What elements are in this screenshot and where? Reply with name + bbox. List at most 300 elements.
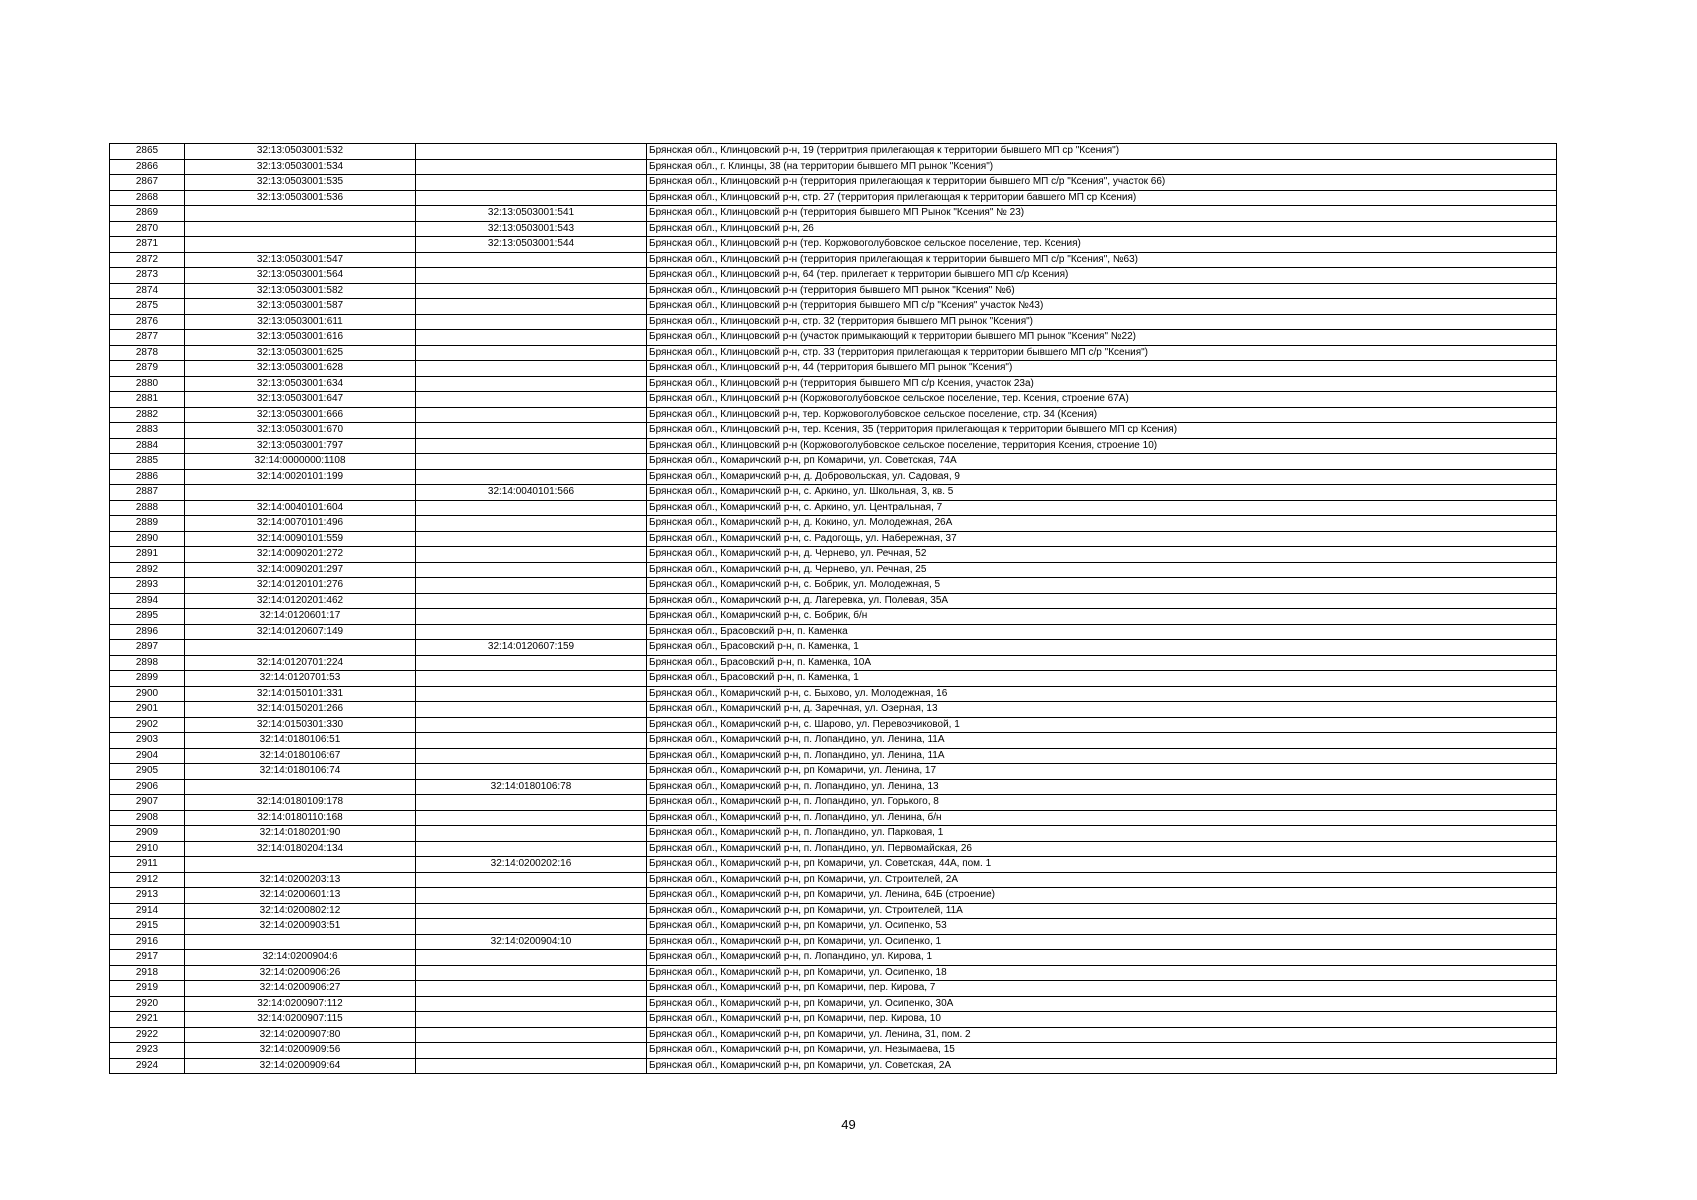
row-number: 2865 xyxy=(110,144,185,160)
row-number: 2880 xyxy=(110,376,185,392)
address: Брянская обл., Клинцовский р-н, 19 (территрия прилегающая к территории бывшего МП ср "Ксения") xyxy=(647,144,1557,160)
address: Брянская обл., Комаричский р-н, д. Чернево, ул. Речная, 25 xyxy=(647,562,1557,578)
row-number: 2886 xyxy=(110,469,185,485)
address: Брянская обл., Клинцовский р-н (Коржовоголубовское сельское поселение, тер. Ксения, строение 67А) xyxy=(647,392,1557,408)
cadastral-number: 32:14:0180106:51 xyxy=(185,733,416,749)
table-row xyxy=(110,407,1557,423)
row-number: 2897 xyxy=(110,640,185,656)
row-number: 2913 xyxy=(110,888,185,904)
cadastral-number-alt xyxy=(416,624,647,640)
address: Брянская обл., Комаричский р-н, п. Лопандино, ул. Парковая, 1 xyxy=(647,826,1557,842)
cadastral-number-alt xyxy=(416,469,647,485)
address: Брянская обл., Клинцовский р-н, 44 (территория бывшего МП рынок "Ксения") xyxy=(647,361,1557,377)
cadastral-number-alt xyxy=(416,841,647,857)
row-number: 2909 xyxy=(110,826,185,842)
cadastral-number-alt xyxy=(416,671,647,687)
cadastral-number-alt xyxy=(416,810,647,826)
cadastral-number xyxy=(185,237,416,253)
cadastral-number xyxy=(185,485,416,501)
row-number: 2924 xyxy=(110,1058,185,1074)
cadastral-number: 32:13:0503001:536 xyxy=(185,190,416,206)
row-number: 2872 xyxy=(110,252,185,268)
cadastral-number: 32:13:0503001:670 xyxy=(185,423,416,439)
row-number: 2885 xyxy=(110,454,185,470)
row-number: 2874 xyxy=(110,283,185,299)
table-row xyxy=(110,841,1557,857)
row-number: 2915 xyxy=(110,919,185,935)
row-number: 2878 xyxy=(110,345,185,361)
address: Брянская обл., Брасовский р-н, п. Каменка, 10А xyxy=(647,655,1557,671)
table-row xyxy=(110,981,1557,997)
cadastral-number-alt xyxy=(416,314,647,330)
row-number: 2903 xyxy=(110,733,185,749)
row-number: 2875 xyxy=(110,299,185,315)
cadastral-number: 32:14:0020101:199 xyxy=(185,469,416,485)
cadastral-number-alt: 32:14:0200202:16 xyxy=(416,857,647,873)
cadastral-number-alt xyxy=(416,252,647,268)
table-row xyxy=(110,547,1557,563)
table-row xyxy=(110,702,1557,718)
cadastral-number: 32:14:0200802:12 xyxy=(185,903,416,919)
address: Брянская обл., Клинцовский р-н (территория бывшего МП с/р "Ксения" участок №43) xyxy=(647,299,1557,315)
cadastral-number-alt xyxy=(416,159,647,175)
cadastral-number-alt xyxy=(416,516,647,532)
row-number: 2914 xyxy=(110,903,185,919)
table-row xyxy=(110,857,1557,873)
address: Брянская обл., Комаричский р-н, рп Комаричи, ул. Осипенко, 1 xyxy=(647,934,1557,950)
cadastral-number-alt xyxy=(416,717,647,733)
row-number: 2869 xyxy=(110,206,185,222)
cadastral-number-alt: 32:14:0040101:566 xyxy=(416,485,647,501)
address: Брянская обл., Комаричский р-н, рп Комаричи, ул. Строителей, 2А xyxy=(647,872,1557,888)
row-number: 2922 xyxy=(110,1027,185,1043)
row-number: 2879 xyxy=(110,361,185,377)
row-number: 2902 xyxy=(110,717,185,733)
table-row xyxy=(110,903,1557,919)
address: Брянская обл., Клинцовский р-н, тер. Коржовоголубовское сельское поселение, стр. 34 (Ксения) xyxy=(647,407,1557,423)
row-number: 2908 xyxy=(110,810,185,826)
address: Брянская обл., Клинцовский р-н (участок примыкающий к территории бывшего МП рынок "Ксения" №22) xyxy=(647,330,1557,346)
table-row xyxy=(110,686,1557,702)
table-row xyxy=(110,593,1557,609)
table-row xyxy=(110,175,1557,191)
cadastral-number xyxy=(185,934,416,950)
cadastral-number-alt xyxy=(416,826,647,842)
table-row xyxy=(110,299,1557,315)
row-number: 2906 xyxy=(110,779,185,795)
address: Брянская обл., Комаричский р-н, п. Лопандино, ул. Ленина, б/н xyxy=(647,810,1557,826)
row-number: 2919 xyxy=(110,981,185,997)
table-row xyxy=(110,779,1557,795)
cadastral-number-alt xyxy=(416,655,647,671)
table-row xyxy=(110,748,1557,764)
address: Брянская обл., Клинцовский р-н (территория прилегающая к территории бывшего МП с/р "Ксения", участок 66) xyxy=(647,175,1557,191)
row-number: 2890 xyxy=(110,531,185,547)
address: Брянская обл., Клинцовский р-н (территория бывшего МП с/р Ксения, участок 23а) xyxy=(647,376,1557,392)
cadastral-number-alt xyxy=(416,1043,647,1059)
address: Брянская обл., Клинцовский р-н, стр. 27 (территория прилегающая к территории бавшего МП ср Ксения) xyxy=(647,190,1557,206)
cadastral-number xyxy=(185,857,416,873)
address: Брянская обл., Комаричский р-н, рп Комаричи, ул. Советская, 74А xyxy=(647,454,1557,470)
table-row xyxy=(110,717,1557,733)
cadastral-number-alt xyxy=(416,330,647,346)
address: Брянская обл., Комаричский р-н, п. Лопандино, ул. Ленина, 11А xyxy=(647,733,1557,749)
table-row xyxy=(110,934,1557,950)
cadastral-number: 32:13:0503001:547 xyxy=(185,252,416,268)
address: Брянская обл., Комаричский р-н, с. Бобрик, ул. Молодежная, 5 xyxy=(647,578,1557,594)
address: Брянская обл., Клинцовский р-н (тер. Коржовоголубовское сельское поселение, тер. Ксения) xyxy=(647,237,1557,253)
table-row xyxy=(110,562,1557,578)
cadastral-number-alt xyxy=(416,299,647,315)
address: Брянская обл., Клинцовский р-н (территория бывшего МП рынок "Ксения" №6) xyxy=(647,283,1557,299)
cadastral-number: 32:14:0090101:559 xyxy=(185,531,416,547)
row-number: 2891 xyxy=(110,547,185,563)
cadastral-number xyxy=(185,221,416,237)
cadastral-number: 32:14:0180204:134 xyxy=(185,841,416,857)
cadastral-number: 32:14:0200906:27 xyxy=(185,981,416,997)
row-number: 2898 xyxy=(110,655,185,671)
row-number: 2916 xyxy=(110,934,185,950)
cadastral-number-alt xyxy=(416,686,647,702)
table-row xyxy=(110,237,1557,253)
address: Брянская обл., Комаричский р-н, рп Комаричи, ул. Строителей, 11А xyxy=(647,903,1557,919)
address: Брянская обл., Брасовский р-н, п. Каменка, 1 xyxy=(647,640,1557,656)
cadastral-number: 32:14:0120701:224 xyxy=(185,655,416,671)
table-row xyxy=(110,795,1557,811)
cadastral-number: 32:14:0180201:90 xyxy=(185,826,416,842)
cadastral-number: 32:14:0200909:64 xyxy=(185,1058,416,1074)
row-number: 2907 xyxy=(110,795,185,811)
cadastral-number: 32:14:0200907:80 xyxy=(185,1027,416,1043)
cadastral-number-alt xyxy=(416,407,647,423)
cadastral-number-alt xyxy=(416,903,647,919)
cadastral-number: 32:14:0090201:297 xyxy=(185,562,416,578)
cadastral-number: 32:14:0150101:331 xyxy=(185,686,416,702)
cadastral-number: 32:14:0180106:74 xyxy=(185,764,416,780)
cadastral-number: 32:14:0120607:149 xyxy=(185,624,416,640)
table-row xyxy=(110,919,1557,935)
cadastral-number-alt xyxy=(416,547,647,563)
cadastral-number xyxy=(185,640,416,656)
row-number: 2918 xyxy=(110,965,185,981)
cadastral-number-alt xyxy=(416,283,647,299)
row-number: 2888 xyxy=(110,500,185,516)
table-row xyxy=(110,485,1557,501)
cadastral-number-alt xyxy=(416,175,647,191)
cadastral-number: 32:13:0503001:532 xyxy=(185,144,416,160)
address: Брянская обл., Комаричский р-н, п. Лопандино, ул. Горького, 8 xyxy=(647,795,1557,811)
address: Брянская обл., Комаричский р-н, рп Комаричи, ул. Ленина, 31, пом. 2 xyxy=(647,1027,1557,1043)
cadastral-number-alt xyxy=(416,888,647,904)
cadastral-number: 32:13:0503001:534 xyxy=(185,159,416,175)
table-row xyxy=(110,454,1557,470)
cadastral-number-alt xyxy=(416,376,647,392)
table-row xyxy=(110,268,1557,284)
cadastral-number: 32:13:0503001:634 xyxy=(185,376,416,392)
address: Брянская обл., Комаричский р-н, рп Комаричи, ул. Незымаева, 15 xyxy=(647,1043,1557,1059)
row-number: 2884 xyxy=(110,438,185,454)
table-row xyxy=(110,1012,1557,1028)
table-row xyxy=(110,469,1557,485)
table-row xyxy=(110,624,1557,640)
row-number: 2887 xyxy=(110,485,185,501)
cadastral-number: 32:14:0150201:266 xyxy=(185,702,416,718)
cadastral-number: 32:13:0503001:611 xyxy=(185,314,416,330)
cadastral-number: 32:13:0503001:535 xyxy=(185,175,416,191)
cadastral-number: 32:14:0180106:67 xyxy=(185,748,416,764)
address: Брянская обл., Клинцовский р-н, стр. 33 (территория прилегающая к территории бывшего МП с/р "Ксения") xyxy=(647,345,1557,361)
address: Брянская обл., Комаричский р-н, д. Чернево, ул. Речная, 52 xyxy=(647,547,1557,563)
cadastral-number-alt xyxy=(416,919,647,935)
table-row xyxy=(110,1027,1557,1043)
cadastral-number: 32:14:0200601:13 xyxy=(185,888,416,904)
cadastral-number: 32:14:0120701:53 xyxy=(185,671,416,687)
cadastral-number-alt xyxy=(416,190,647,206)
address: Брянская обл., Комаричский р-н, рп Комаричи, ул. Осипенко, 18 xyxy=(647,965,1557,981)
cadastral-number-alt xyxy=(416,144,647,160)
table-row xyxy=(110,345,1557,361)
cadastral-number: 32:13:0503001:797 xyxy=(185,438,416,454)
cadastral-number: 32:14:0150301:330 xyxy=(185,717,416,733)
address: Брянская обл., Комаричский р-н, с. Радогощь, ул. Набережная, 37 xyxy=(647,531,1557,547)
cadastral-number-alt xyxy=(416,423,647,439)
address: Брянская обл., Комаричский р-н, с. Аркино, ул. Центральная, 7 xyxy=(647,500,1557,516)
cadastral-number: 32:14:0200904:6 xyxy=(185,950,416,966)
address: Брянская обл., Комаричский р-н, с. Быхово, ул. Молодежная, 16 xyxy=(647,686,1557,702)
row-number: 2881 xyxy=(110,392,185,408)
cadastral-number-alt xyxy=(416,764,647,780)
address: Брянская обл., Комаричский р-н, рп Комаричи, ул. Советская, 44А, пом. 1 xyxy=(647,857,1557,873)
cadastral-number-alt xyxy=(416,578,647,594)
cadastral-number: 32:14:0120201:462 xyxy=(185,593,416,609)
row-number: 2905 xyxy=(110,764,185,780)
cadastral-number: 32:14:0000000:1108 xyxy=(185,454,416,470)
table-row xyxy=(110,1058,1557,1074)
address: Брянская обл., Брасовский р-н, п. Каменка xyxy=(647,624,1557,640)
cadastral-number-alt xyxy=(416,392,647,408)
table-row xyxy=(110,283,1557,299)
table-row xyxy=(110,252,1557,268)
table-row xyxy=(110,578,1557,594)
row-number: 2871 xyxy=(110,237,185,253)
table-row xyxy=(110,810,1557,826)
table-row xyxy=(110,221,1557,237)
row-number: 2873 xyxy=(110,268,185,284)
address: Брянская обл., Комаричский р-н, с. Шарово, ул. Перевозчиковой, 1 xyxy=(647,717,1557,733)
table-row xyxy=(110,1043,1557,1059)
cadastral-number-alt xyxy=(416,345,647,361)
cadastral-number-alt: 32:13:0503001:544 xyxy=(416,237,647,253)
address: Брянская обл., Комаричский р-н, с. Аркино, ул. Школьная, 3, кв. 5 xyxy=(647,485,1557,501)
table-row xyxy=(110,392,1557,408)
address: Брянская обл., Комаричский р-н, рп Комаричи, пер. Кирова, 10 xyxy=(647,1012,1557,1028)
row-number: 2894 xyxy=(110,593,185,609)
property-table xyxy=(109,143,1557,1074)
row-number: 2889 xyxy=(110,516,185,532)
address: Брянская обл., Комаричский р-н, рп Комаричи, ул. Ленина, 64Б (строение) xyxy=(647,888,1557,904)
cadastral-number: 32:14:0180110:168 xyxy=(185,810,416,826)
address: Брянская обл., Комаричский р-н, рп Комаричи, ул. Ленина, 17 xyxy=(647,764,1557,780)
table-row xyxy=(110,640,1557,656)
address: Брянская обл., Клинцовский р-н (территория прилегающая к территории бывшего МП с/р "Ксения", №63) xyxy=(647,252,1557,268)
address: Брянская обл., Комаричский р-н, с. Бобрик, б/н xyxy=(647,609,1557,625)
table-row xyxy=(110,423,1557,439)
table-row xyxy=(110,826,1557,842)
cadastral-number xyxy=(185,206,416,222)
cadastral-number-alt: 32:13:0503001:543 xyxy=(416,221,647,237)
table-row xyxy=(110,996,1557,1012)
row-number: 2876 xyxy=(110,314,185,330)
row-number: 2900 xyxy=(110,686,185,702)
table-row xyxy=(110,655,1557,671)
cadastral-number-alt xyxy=(416,1012,647,1028)
address: Брянская обл., Комаричский р-н, п. Лопандино, ул. Ленина, 11А xyxy=(647,748,1557,764)
cadastral-number-alt: 32:13:0503001:541 xyxy=(416,206,647,222)
cadastral-number-alt xyxy=(416,702,647,718)
table-row xyxy=(110,764,1557,780)
row-number: 2899 xyxy=(110,671,185,687)
table-row xyxy=(110,609,1557,625)
cadastral-number: 32:13:0503001:616 xyxy=(185,330,416,346)
address: Брянская обл., Комаричский р-н, п. Лопандино, ул. Кирова, 1 xyxy=(647,950,1557,966)
row-number: 2870 xyxy=(110,221,185,237)
cadastral-number: 32:13:0503001:564 xyxy=(185,268,416,284)
row-number: 2912 xyxy=(110,872,185,888)
row-number: 2866 xyxy=(110,159,185,175)
row-number: 2893 xyxy=(110,578,185,594)
cadastral-number-alt xyxy=(416,454,647,470)
address: Брянская обл., Комаричский р-н, рп Комаричи, ул. Советская, 2А xyxy=(647,1058,1557,1074)
cadastral-number: 32:14:0120601:17 xyxy=(185,609,416,625)
cadastral-number: 32:13:0503001:582 xyxy=(185,283,416,299)
address: Брянская обл., Комаричский р-н, рп Комаричи, пер. Кирова, 7 xyxy=(647,981,1557,997)
cadastral-number: 32:14:0200909:56 xyxy=(185,1043,416,1059)
address: Брянская обл., Комаричский р-н, д. Заречная, ул. Озерная, 13 xyxy=(647,702,1557,718)
table-row xyxy=(110,950,1557,966)
table-row xyxy=(110,516,1557,532)
cadastral-number: 32:14:0200907:115 xyxy=(185,1012,416,1028)
row-number: 2910 xyxy=(110,841,185,857)
cadastral-number: 32:13:0503001:587 xyxy=(185,299,416,315)
row-number: 2883 xyxy=(110,423,185,439)
address: Брянская обл., Комаричский р-н, п. Лопандино, ул. Первомайская, 26 xyxy=(647,841,1557,857)
address: Брянская обл., Комаричский р-н, рп Комаричи, ул. Осипенко, 30А xyxy=(647,996,1557,1012)
address: Брянская обл., Клинцовский р-н (Коржовоголубовское сельское поселение, территория Ксения, строение 10) xyxy=(647,438,1557,454)
cadastral-number: 32:14:0040101:604 xyxy=(185,500,416,516)
table-row xyxy=(110,671,1557,687)
address: Брянская обл., Клинцовский р-н (территория бывшего МП Рынок "Ксения" № 23) xyxy=(647,206,1557,222)
row-number: 2921 xyxy=(110,1012,185,1028)
address: Брянская обл., Клинцовский р-н, 64 (тер. прилегает к территории бывшего МП с/р Ксения) xyxy=(647,268,1557,284)
table-row xyxy=(110,531,1557,547)
document-page xyxy=(109,143,1556,1074)
address: Брянская обл., Комаричский р-н, д. Лагеревка, ул. Полевая, 35А xyxy=(647,593,1557,609)
address: Брянская обл., Комаричский р-н, рп Комаричи, ул. Осипенко, 53 xyxy=(647,919,1557,935)
table-row xyxy=(110,888,1557,904)
cadastral-number-alt xyxy=(416,748,647,764)
table-row xyxy=(110,500,1557,516)
address: Брянская обл., Комаричский р-н, п. Лопандино, ул. Ленина, 13 xyxy=(647,779,1557,795)
cadastral-number-alt: 32:14:0180106:78 xyxy=(416,779,647,795)
cadastral-number: 32:13:0503001:647 xyxy=(185,392,416,408)
cadastral-number-alt xyxy=(416,795,647,811)
cadastral-number: 32:13:0503001:625 xyxy=(185,345,416,361)
row-number: 2904 xyxy=(110,748,185,764)
table-row xyxy=(110,438,1557,454)
cadastral-number-alt xyxy=(416,361,647,377)
row-number: 2911 xyxy=(110,857,185,873)
cadastral-number-alt xyxy=(416,733,647,749)
cadastral-number-alt xyxy=(416,609,647,625)
row-number: 2867 xyxy=(110,175,185,191)
row-number: 2877 xyxy=(110,330,185,346)
cadastral-number: 32:13:0503001:628 xyxy=(185,361,416,377)
address: Брянская обл., Брасовский р-н, п. Каменка, 1 xyxy=(647,671,1557,687)
address: Брянская обл., Комаричский р-н, д. Добровольская, ул. Садовая, 9 xyxy=(647,469,1557,485)
cadastral-number: 32:14:0090201:272 xyxy=(185,547,416,563)
cadastral-number-alt xyxy=(416,1027,647,1043)
cadastral-number: 32:14:0200203:13 xyxy=(185,872,416,888)
row-number: 2882 xyxy=(110,407,185,423)
cadastral-number-alt: 32:14:0200904:10 xyxy=(416,934,647,950)
cadastral-number: 32:14:0200906:26 xyxy=(185,965,416,981)
cadastral-number-alt xyxy=(416,965,647,981)
row-number: 2868 xyxy=(110,190,185,206)
cadastral-number-alt xyxy=(416,268,647,284)
row-number: 2892 xyxy=(110,562,185,578)
cadastral-number-alt xyxy=(416,996,647,1012)
cadastral-number: 32:14:0200907:112 xyxy=(185,996,416,1012)
row-number: 2917 xyxy=(110,950,185,966)
cadastral-number-alt xyxy=(416,562,647,578)
cadastral-number-alt xyxy=(416,438,647,454)
page-number: 49 xyxy=(841,1117,856,1132)
address: Брянская обл., Клинцовский р-н, тер. Ксения, 35 (территория прилегающая к территории бывшего МП ср Ксения) xyxy=(647,423,1557,439)
cadastral-number-alt xyxy=(416,500,647,516)
address: Брянская обл., г. Клинцы, 38 (на территории бывшего МП рынок "Ксения") xyxy=(647,159,1557,175)
table-row xyxy=(110,330,1557,346)
address: Брянская обл., Клинцовский р-н, стр. 32 (территория бывшего МП рынок "Ксения") xyxy=(647,314,1557,330)
cadastral-number: 32:14:0120101:276 xyxy=(185,578,416,594)
table-row xyxy=(110,144,1557,160)
cadastral-number: 32:14:0200903:51 xyxy=(185,919,416,935)
table-row xyxy=(110,190,1557,206)
address: Брянская обл., Клинцовский р-н, 26 xyxy=(647,221,1557,237)
table-row xyxy=(110,361,1557,377)
table-row xyxy=(110,872,1557,888)
row-number: 2895 xyxy=(110,609,185,625)
table-row xyxy=(110,733,1557,749)
cadastral-number-alt xyxy=(416,531,647,547)
table-row xyxy=(110,376,1557,392)
row-number: 2923 xyxy=(110,1043,185,1059)
address: Брянская обл., Комаричский р-н, д. Кокино, ул. Молодежная, 26А xyxy=(647,516,1557,532)
cadastral-number-alt xyxy=(416,981,647,997)
cadastral-number-alt xyxy=(416,593,647,609)
cadastral-number-alt xyxy=(416,950,647,966)
row-number: 2920 xyxy=(110,996,185,1012)
row-number: 2896 xyxy=(110,624,185,640)
cadastral-number: 32:14:0070101:496 xyxy=(185,516,416,532)
cadastral-number-alt xyxy=(416,872,647,888)
cadastral-number-alt: 32:14:0120607:159 xyxy=(416,640,647,656)
cadastral-number xyxy=(185,779,416,795)
cadastral-number: 32:13:0503001:666 xyxy=(185,407,416,423)
table-row xyxy=(110,159,1557,175)
row-number: 2901 xyxy=(110,702,185,718)
property-table-body xyxy=(110,144,1557,1074)
cadastral-number-alt xyxy=(416,1058,647,1074)
